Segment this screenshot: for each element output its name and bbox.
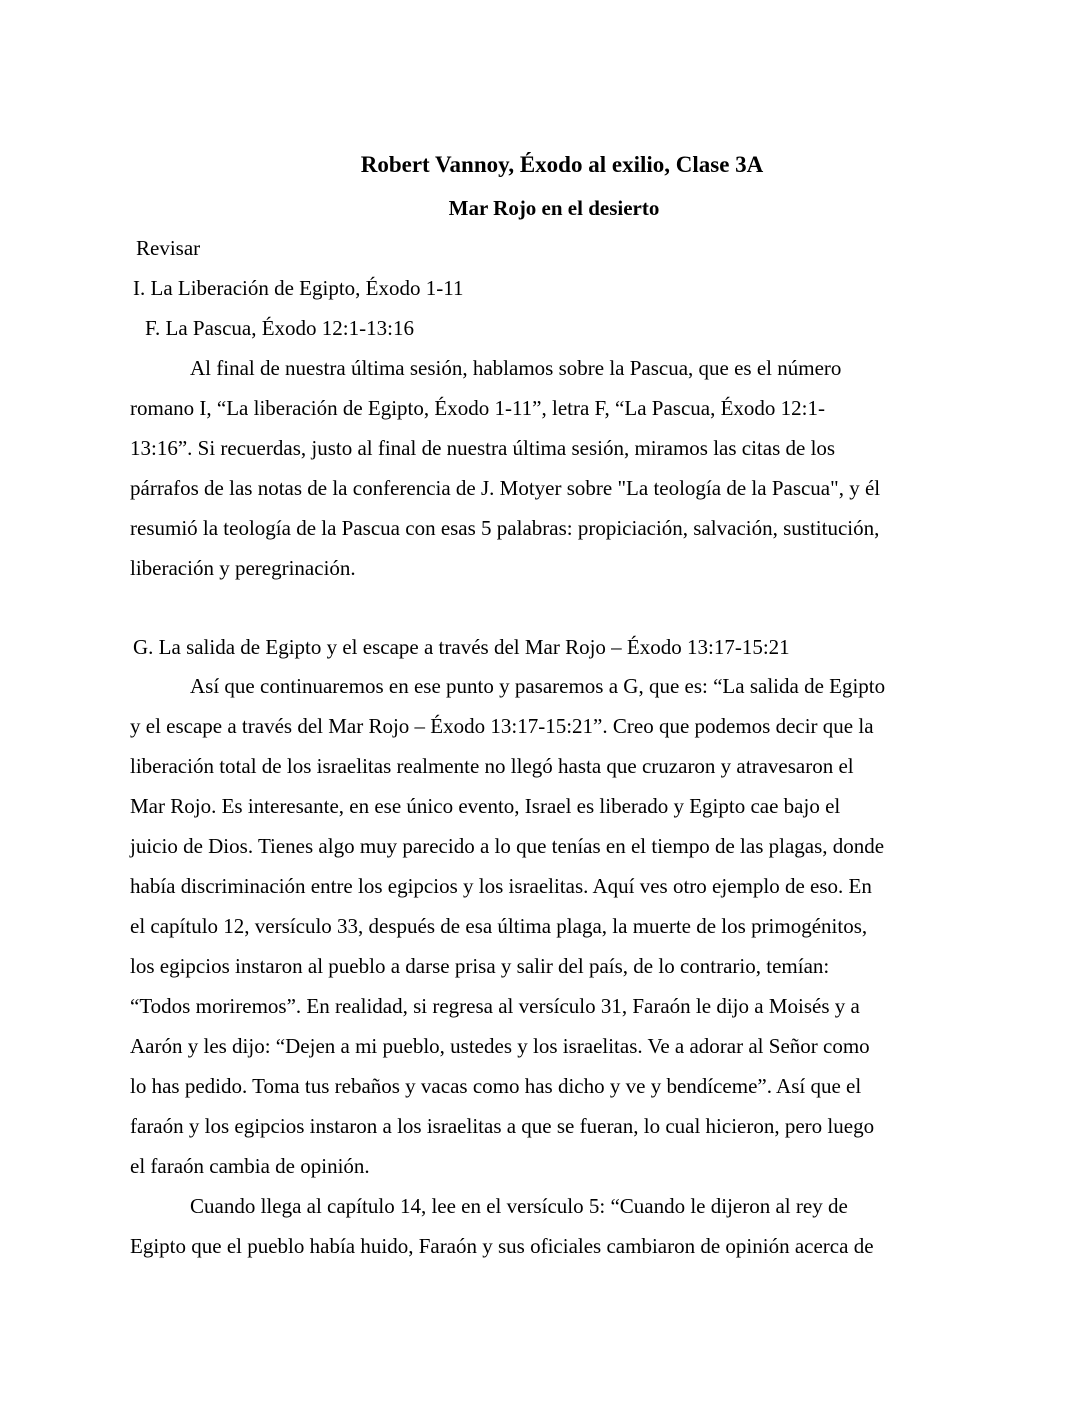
paragraph-line: Aarón y les dijo: “Dejen a mi pueblo, ustedes y los israelitas. Ve a adorar al Señor como: [130, 1034, 870, 1058]
paragraph-line: el capítulo 12, versículo 33, después de esa última plaga, la muerte de los primogénitos,: [130, 914, 868, 938]
paragraph-line: lo has pedido. Toma tus rebaños y vacas como has dicho y ve y bendíceme”. Así que el: [130, 1074, 862, 1098]
paragraph-line: 13:16”. Si recuerdas, justo al final de nuestra última sesión, miramos las citas de los: [130, 436, 836, 460]
paragraph-1: [130, 348, 965, 588]
paragraph-line: romano I, “La liberación de Egipto, Éxodo 1-11”, letra F, “La Pascua, Éxodo 12:1-: [130, 396, 825, 420]
paragraph-3: [130, 1186, 965, 1266]
paragraph-line: los egipcios instaron al pueblo a darse prisa y salir del país, de lo contrario, temían:: [130, 954, 830, 978]
paragraph-line: juicio de Dios. Tienes algo muy parecido a lo que tenías en el tiempo de las plagas, donde: [130, 834, 885, 858]
outline-section-f: F. La Pascua, Éxodo 12:1-13:16: [145, 316, 414, 340]
paragraph-line: Así que continuaremos en ese punto y pasaremos a G, que es: “La salida de Egipto: [190, 674, 886, 698]
paragraph-line: Cuando llega al capítulo 14, lee en el versículo 5: “Cuando le dijeron al rey de: [190, 1194, 848, 1218]
paragraph-line: Al final de nuestra última sesión, hablamos sobre la Pascua, que es el número: [190, 356, 842, 380]
paragraph-line: Egipto que el pueblo había huido, Faraón y sus oficiales cambiaron de opinión acerca de: [130, 1234, 874, 1258]
paragraph-line: había discriminación entre los egipcios y los israelitas. Aquí ves otro ejemplo de eso. En: [130, 874, 872, 898]
paragraph-line: liberación total de los israelitas realmente no llegó hasta que cruzaron y atravesaron el: [130, 754, 854, 778]
page-subtitle: Mar Rojo en el desierto: [448, 196, 660, 220]
paragraph-line: el faraón cambia de opinión.: [130, 1154, 370, 1178]
paragraph-2: [130, 666, 965, 1186]
outline-section-g: G. La salida de Egipto y el escape a través del Mar Rojo – Éxodo 13:17-15:21: [133, 635, 790, 659]
paragraph-line: párrafos de las notas de la conferencia de J. Motyer sobre "La teología de la Pascua", y él: [130, 476, 881, 500]
paragraph-line: Mar Rojo. Es interesante, en ese único evento, Israel es liberado y Egipto cae bajo el: [130, 794, 841, 818]
page-title: Robert Vannoy, Éxodo al exilio, Clase 3A: [360, 152, 764, 177]
paragraph-line: y el escape a través del Mar Rojo – Éxodo 13:17-15:21”. Creo que podemos decir que la: [130, 714, 874, 738]
paragraph-line: liberación y peregrinación.: [130, 556, 356, 580]
paragraph-line: faraón y los egipcios instaron a los israelitas a que se fueran, lo cual hicieron, pero luego: [130, 1114, 875, 1138]
paragraph-line: resumió la teología de la Pascua con esas 5 palabras: propiciación, salvación, sustitución,: [130, 516, 880, 540]
outline-review: Revisar: [136, 236, 201, 260]
outline-section-i: I. La Liberación de Egipto, Éxodo 1-11: [133, 276, 464, 300]
paragraph-line: “Todos moriremos”. En realidad, si regresa al versículo 31, Faraón le dijo a Moisés y a: [130, 994, 860, 1018]
